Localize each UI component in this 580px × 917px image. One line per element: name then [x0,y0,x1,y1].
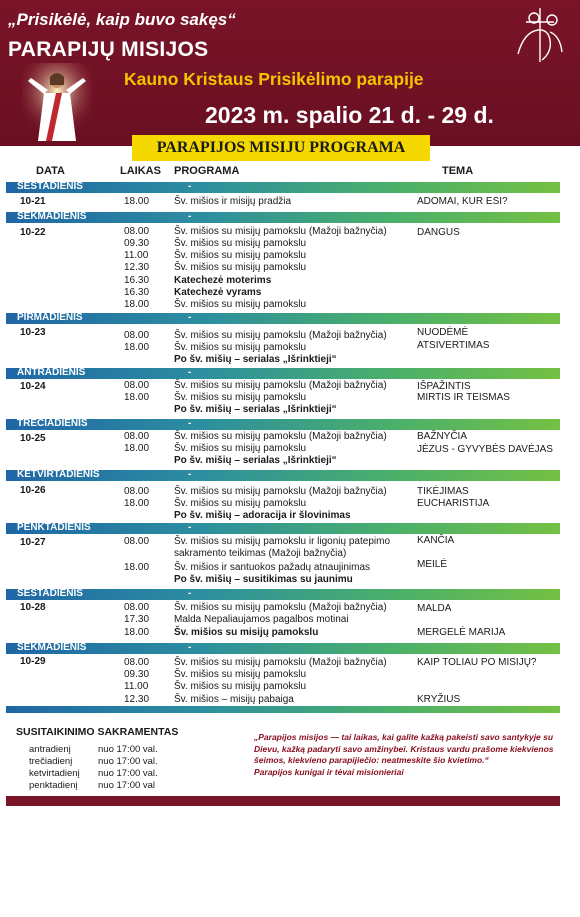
topic: KAIP TOLIAU PO MISIJŲ? [417,657,537,668]
topic: MIRTIS IR TEISMAS [417,392,510,403]
event-program: Po šv. mišių – adoracija ir šlovinimas [174,510,351,521]
event-time: 17.30 [124,614,150,625]
topic: KRYŽIUS [417,694,461,705]
day-band [6,182,560,193]
column-header-programa: PROGRAMA [174,165,240,177]
reconciliation-day: ketvirtadienį [29,768,80,779]
topic: DANGUS [417,227,460,238]
event-program: Po šv. mišių – susitikimas su jaunimu [174,574,353,585]
topic: MEILĖ [417,559,448,570]
event-program: Katechezė vyrams [174,287,262,298]
day-band [6,523,560,534]
event-time: 18.00 [124,627,150,638]
topic: IŠPAŽINTIS [417,381,471,392]
event-time: 08.00 [124,602,150,613]
event-program: Šv. mišios su misijų pamokslu [174,250,307,261]
day-band [6,419,560,430]
event-program: Šv. mišios su misijų pamokslu [174,262,307,273]
band-dash: - [188,642,192,653]
reconciliation-time: nuo 17:00 val. [98,744,158,755]
day-band [6,212,560,223]
weekday-label: ANTRADIENIS [17,367,86,378]
event-program: Šv. mišios – misijų pabaiga [174,694,294,705]
mission-quote [254,732,558,778]
reconciliation-title: SUSITAIKINIMO SAKRAMENTAS [16,726,179,738]
reconciliation-day: penktadienį [29,780,78,791]
event-time: 18.00 [124,498,150,509]
weekday-label: ŠEŠTADIENIS [17,181,83,192]
event-program: Šv. mišios su misijų pamokslu [174,669,307,680]
event-program: Malda Nepaliaujamos pagalbos motinai [174,614,349,625]
event-program: Šv. mišios su misijų pamokslu [174,299,307,310]
event-time: 08.00 [124,486,150,497]
event-program: Šv. mišios su misijų pamokslu (Mažoji bažnyčia) [174,486,387,497]
event-program: Šv. mišios su misijų pamokslu (Mažoji bažnyčia) [174,226,387,237]
event-time: 08.00 [124,657,150,668]
event-time: 11.00 [124,681,149,692]
event-program: Šv. mišios su misijų pamokslu (Mažoji bažnyčia) [174,657,387,668]
event-program: Šv. mišios ir santuokos pažadų atnaujinimas [174,562,371,573]
event-program: Šv. mišios su misijų pamokslu [174,342,307,353]
event-time: 12.30 [124,262,150,273]
event-program: Po šv. mišių – serialas „Išrinktieji“ [174,404,337,415]
event-program: Šv. mišios su misijų pamokslu [174,238,307,249]
quote-signature: Parapijos kunigai ir tėvai misionieriai [254,766,404,777]
event-time: 08.00 [124,431,150,442]
event-time: 12.30 [124,694,150,705]
day-date: 10-28 [20,602,46,613]
column-header-tema: TEMA [442,165,474,177]
topic: MALDA [417,603,452,614]
topic: EUCHARISTIJA [417,498,490,509]
event-time: 18.00 [124,342,150,353]
event-time: 08.00 [124,380,150,391]
event-program: Šv. mišios su misijų pamokslu [174,681,307,692]
event-program: Katechezė moterims [174,275,272,286]
event-program: Šv. mišios su misijų pamokslu (Mažoji bažnyčia) [174,602,387,613]
event-time: 16.30 [124,287,150,298]
band-dash: - [188,181,192,192]
event-program: Po šv. mišių – serialas „Išrinktieji“ [174,354,337,365]
weekday-label: KETVIRTADIENIS [17,469,100,480]
weekday-label: ŠEŠTADIENIS [17,588,83,599]
band-dash: - [188,312,192,323]
band-dash: - [188,522,192,533]
day-band [6,643,560,654]
day-date: 10-26 [20,485,46,496]
event-time: 08.00 [124,330,150,341]
reconciliation-time: nuo 17:00 val. [98,756,158,767]
event-program: Šv. mišios su misijų pamokslu (Mažoji bažnyčia) [174,330,387,341]
event-program: Šv. mišios su misijų pamokslu [174,392,307,403]
footer-bar [6,796,560,806]
day-date: 10-22 [20,227,46,238]
topic: NUODĖMĖ [417,327,469,338]
reconciliation-time: nuo 17:00 val. [98,768,158,779]
column-header-data: DATA [36,165,65,177]
topic: JĖZUS - GYVYBĖS DAVĖJAS [417,444,553,455]
topic: BAŽNYČIA [417,431,468,442]
event-program: Po šv. mišių – serialas „Išrinktieji“ [174,455,337,466]
event-time: 09.30 [124,669,150,680]
band-dash: - [188,211,192,222]
page-title: PARAPIJŲ MISIJOS [8,38,209,61]
band-dash: - [188,469,192,480]
weekday-label: SEKMADIENIS [17,642,87,653]
reconciliation-day: trečiadienį [29,756,73,767]
weekday-label: PENKTADIENIS [17,522,91,533]
topic: KANČIA [417,535,455,546]
slogan: „Prisikėlė, kaip buvo sakęs“ [8,10,236,29]
day-date: 10-21 [20,196,46,207]
risen-christ-icon [22,63,92,143]
event-program: Šv. mišios su misijų pamokslu [174,498,307,509]
weekday-label: SEKMADIENIS [17,211,87,222]
parish-name: Kauno Kristaus Prisikėlimo parapije [124,69,424,89]
event-program: Šv. mišios su misijų pamokslu (Mažoji bažnyčia) [174,431,387,442]
event-program: Šv. mišios su misijų pamokslu ir ligonių patepimo sakramento teikimas (Mažoji bažnyčia) [174,536,391,559]
event-time: 18.00 [124,562,150,573]
mission-dates: 2023 m. spalio 21 d. - 29 d. [205,102,494,128]
event-time: 08.00 [124,536,150,547]
band-dash: - [188,367,192,378]
event-time: 18.00 [124,392,150,403]
day-band [6,368,560,379]
event-time: 18.00 [124,196,150,207]
reconciliation-day: antradienį [29,744,71,755]
event-time: 11.00 [124,250,149,261]
band-dash: - [188,588,192,599]
day-date: 10-24 [20,381,46,392]
event-time: 08.00 [124,226,150,237]
day-date: 10-23 [20,327,46,338]
band-dash: - [188,418,192,429]
event-program: Šv. mišios su misijų pamokslu (Mažoji bažnyčia) [174,380,387,391]
column-header-laikas: LAIKAS [120,165,161,177]
schedule-bottom-band [6,706,560,713]
reconciliation-time: nuo 17:00 val [98,780,156,791]
day-date: 10-25 [20,433,46,444]
topic: ADOMAI, KUR ESI? [417,196,508,207]
event-program: Šv. mišios ir misijų pradžia [174,196,292,207]
topic: TIKĖJIMAS [417,486,469,497]
event-time: 16.30 [124,275,150,286]
weekday-label: PIRMADIENIS [17,312,83,323]
quote-text: „Parapijos misijos — tai laikas, kai galite kažką pakeisti savo santykyje su Dievu, kažką padaryti savo amžinybei. Kristaus vardu prašome kiekvienos šeimos, kiekvieno parapijiečio: neatmeskite šio kvietimo.“ [254,732,554,765]
day-band [6,313,560,324]
weekday-label: TREČIADIENIS [17,418,88,429]
day-date: 10-27 [20,537,46,548]
topic: MERGELĖ MARIJA [417,627,506,638]
mission-emblem-icon [504,2,576,66]
event-time: 18.00 [124,443,150,454]
program-title: PARAPIJOS MISIJU PROGRAMA [132,135,430,161]
event-time: 09.30 [124,238,150,249]
topic: ATSIVERTIMAS [417,340,490,351]
header-banner [0,0,580,146]
event-time: 18.00 [124,299,150,310]
event-program: Šv. mišios su misijų pamokslu [174,627,319,638]
event-program: Šv. mišios su misijų pamokslu [174,443,307,454]
day-band [6,589,560,600]
day-date: 10-29 [20,656,46,667]
day-band [6,470,560,481]
